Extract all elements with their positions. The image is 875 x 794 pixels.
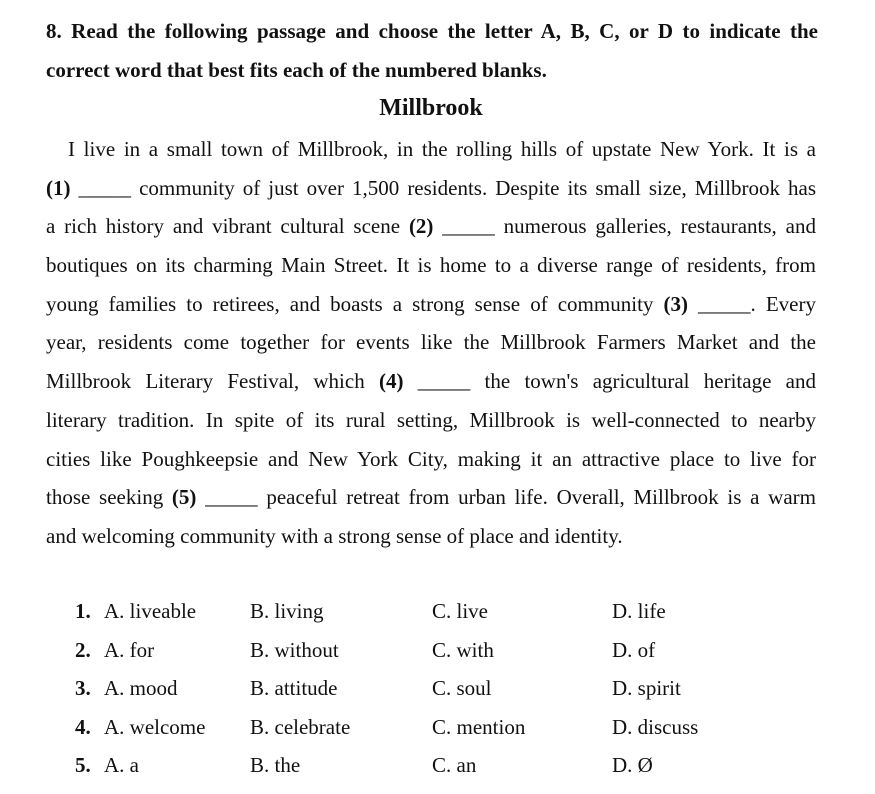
- passage-text: young families to retirees, and boasts a strong sense of community: [46, 291, 664, 316]
- passage-text: _____. Every: [687, 291, 816, 316]
- passage-line: [46, 478, 816, 517]
- option-a[interactable]: A. liveable: [104, 599, 197, 623]
- option-d[interactable]: D. Ø: [612, 753, 653, 778]
- passage-text: Millbrook Literary Festival, which: [46, 369, 379, 394]
- question-number: 3.: [75, 676, 91, 701]
- passage-title: Millbrook: [379, 95, 483, 121]
- blank-number-3: (3): [663, 291, 688, 316]
- blank-number-5: (5): [171, 485, 197, 510]
- question-number: 1.: [75, 599, 91, 623]
- passage-line: [46, 362, 816, 401]
- question-instruction: [46, 12, 818, 90]
- passage-line: [46, 401, 816, 440]
- option-a[interactable]: A. mood: [104, 676, 178, 701]
- passage-text: cities like Poughkeepsie and New York City, making it an attractive place to live for: [46, 446, 816, 471]
- passage-text: a rich history and vibrant cultural scene: [46, 214, 409, 239]
- passage-text: literary tradition. In spite of its rural setting, Millbrook is well-connected to nearby: [46, 407, 816, 432]
- instruction-line-1: 8. Read the following passage and choose the letter A, B, C, or D to indicate the: [46, 19, 818, 43]
- passage-text: _____ the town's agricultural heritage and: [403, 369, 816, 394]
- passage-line: [46, 323, 816, 362]
- option-b[interactable]: B. celebrate: [250, 714, 351, 739]
- passage-text: I live in a small town of Millbrook, in the rolling hills of upstate New York. It is a: [68, 137, 816, 161]
- passage-text: _____ numerous galleries, restaurants, and: [433, 214, 816, 239]
- option-b[interactable]: B. without: [250, 637, 339, 662]
- passage-text: and welcoming community with a strong sense of place and identity.: [46, 523, 623, 548]
- passage-line: [46, 207, 816, 246]
- passage-text: boutiques on its charming Main Street. It is home to a diverse range of residents, from: [46, 253, 816, 278]
- passage-line: [46, 246, 816, 285]
- option-d[interactable]: D. of: [612, 637, 656, 662]
- passage-text: year, residents come together for events like the Millbrook Farmers Market and the: [46, 330, 816, 355]
- question-number: 2.: [75, 637, 91, 662]
- passage-line: [46, 130, 816, 169]
- option-c[interactable]: C. an: [432, 753, 477, 778]
- option-a[interactable]: A. for: [104, 637, 155, 662]
- passage-line: [46, 517, 816, 556]
- option-a[interactable]: A. welcome: [104, 714, 206, 739]
- blank-number-1: (1): [46, 175, 71, 200]
- option-d[interactable]: D. life: [612, 599, 666, 623]
- option-c[interactable]: C. mention: [432, 714, 526, 739]
- option-a[interactable]: A. a: [104, 753, 139, 778]
- option-b[interactable]: B. attitude: [250, 676, 338, 701]
- passage-line: [46, 440, 816, 479]
- instruction-line-2: correct word that best fits each of the numbered blanks.: [46, 58, 547, 82]
- option-d[interactable]: D. discuss: [612, 714, 699, 739]
- option-b[interactable]: B. the: [250, 753, 301, 778]
- passage-text: _____ peaceful retreat from urban life. Overall, Millbrook is a warm: [196, 485, 816, 510]
- passage-line: [46, 285, 816, 324]
- question-number: 5.: [75, 753, 91, 778]
- blank-number-4: (4): [378, 369, 404, 394]
- passage-text: those seeking: [46, 485, 172, 510]
- blank-number-2: (2): [408, 214, 434, 239]
- option-b[interactable]: B. living: [250, 599, 324, 623]
- passage-line: [46, 169, 816, 208]
- passage-text: _____ community of just over 1,500 residents. Despite its small size, Millbrook has: [70, 175, 816, 200]
- option-d[interactable]: D. spirit: [612, 676, 681, 701]
- reading-passage: [46, 130, 816, 556]
- question-number: 4.: [75, 714, 91, 739]
- option-c[interactable]: C. with: [432, 637, 494, 662]
- option-c[interactable]: C. soul: [432, 676, 492, 701]
- option-c[interactable]: C. live: [432, 599, 488, 623]
